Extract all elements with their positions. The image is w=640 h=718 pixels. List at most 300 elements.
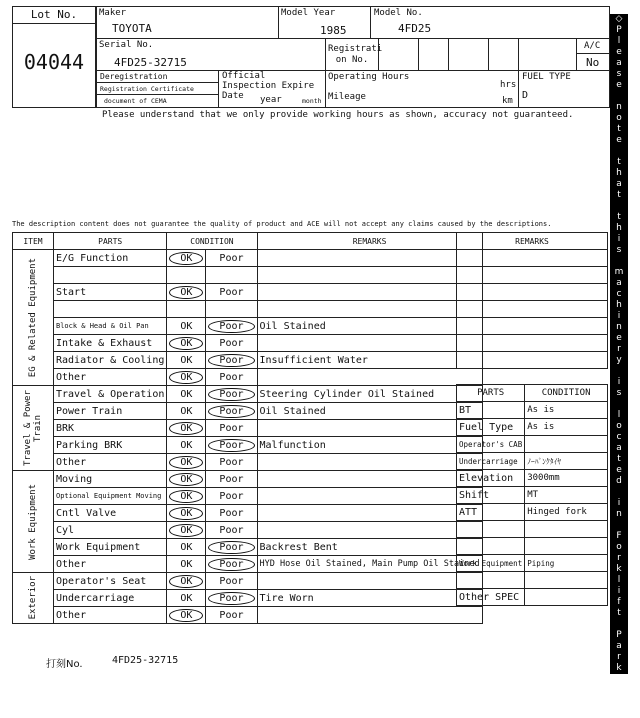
condition-poor-cell (206, 607, 257, 624)
part-name: BRK (54, 420, 167, 437)
inspection-table (12, 232, 483, 624)
hrs-label: hrs (500, 80, 517, 90)
spec-value (525, 572, 608, 589)
spec-value (525, 538, 608, 555)
part-name: Start (54, 284, 167, 301)
table-row (13, 369, 483, 386)
condition-poor-cell (206, 556, 257, 573)
spec-part: Work Equipment (457, 555, 525, 572)
remark: Insufficient Water (257, 352, 482, 369)
sidebar-char (610, 91, 628, 102)
deregistration-label: Deregistration (100, 72, 168, 81)
group-cell (13, 250, 54, 386)
condition-ok-cell (167, 352, 206, 369)
spec-part: Elevation (457, 470, 525, 487)
table-row (13, 284, 483, 301)
group-label: Work Equipment (28, 483, 38, 560)
condition-ok-cell (167, 556, 206, 573)
condition-ok-cell (167, 386, 206, 403)
part-name: Work Equipment (54, 539, 167, 556)
item-header: ITEM (13, 233, 54, 250)
condition-ok[interactable]: OK (169, 252, 203, 265)
condition-ok-cell (167, 420, 206, 437)
remark: Backrest Bent (257, 539, 482, 556)
condition-poor-cell (206, 488, 257, 505)
spec-table (456, 384, 608, 606)
registration-label: Registrati on No. (328, 44, 383, 65)
table-row (13, 607, 483, 624)
condition-ok-cell (167, 573, 206, 590)
condition-poor-cell (206, 301, 257, 318)
spec-part: ATT (457, 504, 525, 521)
spec-row (457, 453, 608, 470)
part-name: E/G Function (54, 250, 167, 267)
part-name: Moving (54, 471, 167, 488)
spec-value: 3000mm (525, 470, 608, 487)
condition-poor-cell (206, 590, 257, 607)
condition-ok[interactable]: OK (169, 456, 203, 469)
right-remarks-row (457, 250, 608, 267)
spec-value (525, 436, 608, 453)
sidebar-char: P (616, 630, 622, 640)
right-remarks-table (456, 232, 608, 369)
spec-row (457, 589, 608, 606)
condition-poor-cell (206, 437, 257, 454)
spec-value: As is (525, 419, 608, 436)
spec-row (457, 521, 608, 538)
sidebar-char: r (617, 553, 621, 563)
condition-poor[interactable]: Poor (219, 371, 244, 383)
condition-ok-cell (167, 369, 206, 386)
condition-poor[interactable]: Poor (219, 422, 244, 434)
sidebar-char: r (617, 652, 621, 662)
sidebar-char: l (617, 575, 621, 585)
serial-no-label: Serial No. (99, 40, 154, 50)
sidebar-char: i (617, 498, 621, 508)
condition-ok[interactable]: OK (180, 558, 193, 570)
part-name: Radiator & Cooling (54, 352, 167, 369)
km-label: km (502, 96, 513, 106)
spec-part: BT (457, 402, 525, 419)
fuel-type-value: D (522, 90, 529, 101)
remark: Oil Stained (257, 403, 482, 420)
condition-ok-cell (167, 284, 206, 301)
header-vline-9 (576, 38, 577, 70)
condition-ok[interactable]: OK (169, 490, 203, 503)
ac-value: No (586, 56, 600, 69)
sidebar-char: e (616, 465, 622, 475)
condition-ok-cell (167, 607, 206, 624)
right-remarks-row (457, 284, 608, 301)
spec-row (457, 470, 608, 487)
table-row (13, 250, 483, 267)
model-no-value: 4FD25 (398, 22, 432, 35)
condition-poor-cell (206, 386, 257, 403)
condition-ok[interactable]: OK (180, 541, 193, 553)
sidebar-char: t (617, 124, 621, 134)
sidebar-char: t (617, 608, 621, 618)
condition-poor[interactable]: Poor (208, 405, 254, 418)
location-sidebar (610, 14, 628, 717)
remark: HYD Hose Oil Stained, Main Pump Oil Stained (257, 556, 482, 573)
sidebar-char: s (616, 69, 622, 79)
header-vline-3 (325, 38, 326, 70)
remark (257, 607, 482, 624)
remark: Steering Cylinder Oil Stained (257, 386, 482, 403)
condition-poor-cell (206, 318, 257, 335)
condition-ok-cell (167, 590, 206, 607)
condition-ok-cell (167, 403, 206, 420)
condition-ok-cell (167, 301, 206, 318)
remark (257, 573, 482, 590)
notice-text: Please understand that we only provide working hours as shown, accuracy not guaranteed. (102, 110, 574, 120)
table-row (13, 352, 483, 369)
sidebar-char: i (617, 377, 621, 387)
condition-poor[interactable]: Poor (208, 388, 254, 401)
condition-poor[interactable]: Poor (219, 286, 244, 298)
sidebar-char: e (616, 80, 622, 90)
condition-poor-cell (206, 284, 257, 301)
spec-part (457, 538, 525, 555)
model-year-value: 1985 (320, 24, 347, 37)
condition-poor[interactable]: Poor (219, 524, 244, 536)
fuel-type-label: FUEL TYPE (522, 72, 571, 82)
condition-ok-cell (167, 267, 206, 284)
group-label: Travel & Power Train (23, 390, 43, 466)
remark (257, 454, 482, 471)
spec-part (457, 572, 525, 589)
condition-ok[interactable]: OK (180, 439, 193, 451)
document-label: document of CEMA (104, 97, 167, 105)
part-name: Parking BRK (54, 437, 167, 454)
table-row (13, 420, 483, 437)
sidebar-char: y (616, 355, 622, 365)
header-vline-12 (518, 70, 519, 108)
spec-part: Operator's CAB (457, 436, 525, 453)
sidebar-char (610, 201, 628, 212)
sidebar-char: t (617, 190, 621, 200)
right-remarks-row (457, 267, 608, 284)
sidebar-char: a (616, 443, 622, 453)
sidebar-char (610, 520, 628, 531)
condition-poor[interactable]: Poor (208, 354, 254, 367)
header-vline-6 (448, 38, 449, 70)
sidebar-char: o (616, 421, 622, 431)
condition-poor-cell (206, 267, 257, 284)
sidebar-char: t (617, 157, 621, 167)
group-label: Exterior (28, 576, 38, 620)
sidebar-char: ◇ (615, 14, 623, 24)
condition-poor[interactable]: Poor (208, 558, 254, 571)
group-label: EG & Related Equipment (28, 257, 38, 378)
remark: Malfunction (257, 437, 482, 454)
remark: Tire Worn (257, 590, 482, 607)
condition-poor[interactable]: Poor (208, 320, 254, 333)
serial-no-value: 4FD25-32715 (114, 56, 187, 69)
table-row (13, 454, 483, 471)
sidebar-char: k (616, 564, 622, 574)
condition-ok-cell (167, 454, 206, 471)
sidebar-char: g (616, 696, 622, 706)
ac-divider (576, 53, 610, 54)
condition-ok[interactable]: OK (180, 592, 193, 604)
table-row (13, 301, 483, 318)
disclaimer-text: The description content does not guarantee the quality of product and ACE will not accept any claims caused by the descriptions. (12, 220, 552, 228)
sidebar-char: f (617, 597, 621, 607)
part-name: Other (54, 454, 167, 471)
sidebar-char: k (616, 663, 622, 673)
sidebar-char: i (617, 586, 621, 596)
condition-ok-cell (167, 318, 206, 335)
condition-ok-cell (167, 505, 206, 522)
sidebar-char: c (616, 289, 622, 299)
sidebar-char: r (617, 344, 621, 354)
sidebar-char: n (616, 509, 622, 519)
right-remarks-row (457, 301, 608, 318)
group-cell (13, 573, 54, 624)
spec-row (457, 487, 608, 504)
lot-no-label: Lot No. (30, 8, 78, 21)
condition-ok[interactable]: OK (180, 388, 193, 400)
condition-ok[interactable]: OK (169, 609, 203, 622)
dereg-line-2 (96, 94, 218, 95)
remark: Oil Stained (257, 318, 482, 335)
remark (257, 301, 482, 318)
sidebar-char: i (617, 311, 621, 321)
table-row (13, 318, 483, 335)
header-line-1 (96, 38, 610, 39)
sidebar-char: s (616, 388, 622, 398)
header-vline-1 (278, 6, 279, 38)
operating-hours-label: Operating Hours (328, 72, 410, 82)
model-no-label: Model No. (374, 8, 423, 18)
condition-ok[interactable]: OK (169, 337, 203, 350)
condition-ok[interactable]: OK (180, 320, 193, 332)
condition-ok[interactable]: OK (180, 405, 193, 417)
remark (257, 522, 482, 539)
maker-value: TOYOTA (112, 22, 152, 35)
sidebar-char: n (616, 685, 622, 695)
sidebar-char: e (616, 135, 622, 145)
part-name: Other (54, 369, 167, 386)
sidebar-char: m (614, 267, 624, 277)
condition-poor[interactable]: Poor (208, 592, 254, 605)
condition-ok[interactable]: OK (169, 507, 203, 520)
table-row (13, 539, 483, 556)
sidebar-char: a (616, 58, 622, 68)
maker-label: Maker (99, 8, 127, 18)
condition-poor-cell (206, 352, 257, 369)
parts-header: PARTS (54, 233, 167, 250)
condition-poor-cell (206, 335, 257, 352)
spec-value: As is (525, 402, 608, 419)
condition-poor-cell (206, 522, 257, 539)
header-vline-7 (488, 38, 489, 70)
part-name: Block & Head & Oil Pan (54, 318, 167, 335)
condition-poor-cell (206, 539, 257, 556)
spec-condition-header: CONDITION (525, 385, 608, 402)
spec-part (457, 521, 525, 538)
sidebar-char (610, 366, 628, 377)
lot-no: 04044 (23, 50, 85, 74)
condition-ok[interactable]: OK (169, 286, 203, 299)
sidebar-char: h (616, 300, 622, 310)
remark (257, 267, 482, 284)
sidebar-char (610, 619, 628, 630)
header-vline-4 (378, 38, 379, 70)
spec-value: ﾉｰﾊﾟﾝｸﾀｲﾔ (525, 453, 608, 470)
sidebar-char: e (616, 47, 622, 57)
condition-ok[interactable]: OK (169, 422, 203, 435)
condition-poor[interactable]: Poor (219, 507, 244, 519)
right-remarks-row (457, 318, 608, 335)
condition-ok[interactable]: OK (169, 524, 203, 537)
sidebar-char (610, 487, 628, 498)
condition-poor[interactable]: Poor (208, 541, 254, 554)
condition-poor[interactable]: Poor (219, 490, 244, 502)
condition-poor-cell (206, 369, 257, 386)
remark (257, 250, 482, 267)
condition-ok[interactable]: OK (180, 354, 193, 366)
part-name: Power Train (54, 403, 167, 420)
sidebar-char: h (616, 223, 622, 233)
sidebar-char: a (616, 278, 622, 288)
header-vline-2 (370, 6, 371, 38)
condition-ok-cell (167, 471, 206, 488)
year-label: year (260, 95, 282, 105)
spec-row (457, 572, 608, 589)
condition-poor[interactable]: Poor (208, 439, 254, 452)
table-row (13, 590, 483, 607)
condition-ok[interactable]: OK (169, 575, 203, 588)
spec-row (457, 555, 608, 572)
remark (257, 284, 482, 301)
spec-part: Undercarriage (457, 453, 525, 470)
right-remarks-row (457, 352, 608, 369)
stamp-label: 打刻No. (46, 659, 83, 670)
sidebar-char: d (616, 476, 622, 486)
condition-poor-cell (206, 471, 257, 488)
model-year-label: Model Year (281, 8, 336, 18)
condition-poor[interactable]: Poor (219, 456, 244, 468)
part-name: Travel & Operation (54, 386, 167, 403)
sidebar-char: l (617, 410, 621, 420)
condition-poor[interactable]: Poor (219, 575, 244, 587)
sidebar-char: a (616, 641, 622, 651)
sidebar-char: t (617, 212, 621, 222)
remark (257, 335, 482, 352)
table-row (13, 403, 483, 420)
table-row (13, 505, 483, 522)
spec-value: Hinged fork (525, 504, 608, 521)
condition-ok-cell (167, 539, 206, 556)
spec-row (457, 504, 608, 521)
condition-poor[interactable]: Poor (219, 252, 244, 264)
condition-header: CONDITION (167, 233, 257, 250)
sidebar-char: P (616, 25, 622, 35)
sidebar-char: h (616, 168, 622, 178)
table-row (13, 488, 483, 505)
part-name (54, 267, 167, 284)
sidebar-char: o (616, 542, 622, 552)
ac-label: A/C (584, 41, 601, 51)
condition-ok[interactable]: OK (169, 371, 203, 384)
part-name: Other (54, 556, 167, 573)
table-row (13, 386, 483, 403)
sidebar-char (610, 399, 628, 410)
right-remarks-header: REMARKS (457, 233, 608, 250)
sidebar-char: o (616, 113, 622, 123)
group-cell (13, 471, 54, 573)
sidebar-char: l (617, 36, 621, 46)
spec-part: Shift (457, 487, 525, 504)
condition-poor-cell (206, 573, 257, 590)
condition-poor[interactable]: Poor (219, 473, 244, 485)
remarks-header: REMARKS (257, 233, 482, 250)
part-name: Intake & Exhaust (54, 335, 167, 352)
sidebar-char: t (617, 454, 621, 464)
sidebar-char: i (617, 674, 621, 684)
condition-poor[interactable]: Poor (219, 609, 244, 621)
remark (257, 369, 482, 386)
remark (257, 420, 482, 437)
condition-ok[interactable]: OK (169, 473, 203, 486)
spec-value (525, 521, 608, 538)
month-label: month (302, 97, 322, 105)
table-row (13, 267, 483, 284)
dereg-line-1 (96, 82, 218, 83)
sidebar-char: n (616, 322, 622, 332)
sidebar-char: a (616, 179, 622, 189)
condition-ok-cell (167, 437, 206, 454)
spec-row (457, 419, 608, 436)
header-vline-5 (418, 38, 419, 70)
header-vline-11 (325, 70, 326, 108)
spec-part: Other SPEC (457, 589, 525, 606)
group-cell (13, 386, 54, 471)
sidebar-char: c (616, 432, 622, 442)
spec-parts-header: PARTS (457, 385, 525, 402)
condition-poor-cell (206, 505, 257, 522)
spec-value: Piping (525, 555, 608, 572)
table-row (13, 522, 483, 539)
mileage-label: Mileage (328, 92, 366, 102)
spec-part: Fuel Type (457, 419, 525, 436)
condition-poor[interactable]: Poor (219, 337, 244, 349)
registration-certificate-label: Registration Certificate (100, 85, 194, 93)
condition-poor-cell (206, 454, 257, 471)
part-name: Other (54, 607, 167, 624)
sidebar-char: e (616, 333, 622, 343)
table-row (13, 335, 483, 352)
remark (257, 505, 482, 522)
condition-ok-cell (167, 488, 206, 505)
sidebar-char (610, 146, 628, 157)
inspection-label: Official Inspection Expire Date (222, 71, 315, 101)
part-name: Cntl Valve (54, 505, 167, 522)
condition-ok-cell (167, 335, 206, 352)
sidebar-char: ◇ (615, 707, 623, 717)
remark (257, 471, 482, 488)
sidebar-char (610, 256, 628, 267)
condition-poor-cell (206, 250, 257, 267)
part-name (54, 301, 167, 318)
table-row (13, 471, 483, 488)
spec-value: MT (525, 487, 608, 504)
condition-poor-cell (206, 420, 257, 437)
stamp-value: 4FD25-32715 (112, 655, 179, 666)
condition-ok-cell (167, 250, 206, 267)
